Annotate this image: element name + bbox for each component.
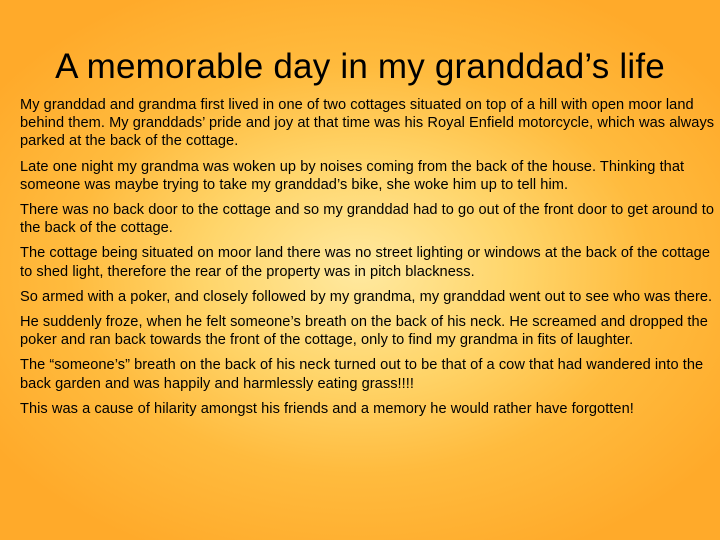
paragraph: He suddenly froze, when he felt someone’s breath on the back of his neck. He screamed and dropped the poker and ran back towards the front of the cottage, only to find my grandma in fits of laughter. <box>20 314 708 349</box>
paragraph: The cottage being situated on moor land there was no street lighting or windows at the back of the cottage to shed light, therefore the rear of the property was in pitch blackness. <box>20 245 711 280</box>
paragraph: Late one night my grandma was woken up by noises coming from the back of the house. Thinking that someone was maybe trying to take my granddad’s bike, she woke him up to tell him. <box>20 158 685 193</box>
paragraph: My granddad and grandma first lived in one of two cottages situated on top of a hill with open moor land behind them. My granddads’ pride and joy at that time was his Royal Enfield motorcycle, which was always parked at the back of the cottage. <box>20 97 715 150</box>
paragraph: So armed with a poker, and closely followed by my grandma, my granddad went out to see who was there. <box>20 288 713 305</box>
paragraph: The “someone’s” breath on the back of his neck turned out to be that of a cow that had wandered into the back garden and was happily and harmlessly eating grass!!!! <box>20 357 704 392</box>
paragraph: This was a cause of hilarity amongst his friends and a memory he would rather have forgotten! <box>20 400 634 417</box>
slide-body <box>20 96 716 425</box>
paragraph: There was no back door to the cottage and so my granddad had to go out of the front door to get around to the back of the cottage. <box>20 202 715 237</box>
slide-title: A memorable day in my granddad’s life <box>55 47 665 86</box>
